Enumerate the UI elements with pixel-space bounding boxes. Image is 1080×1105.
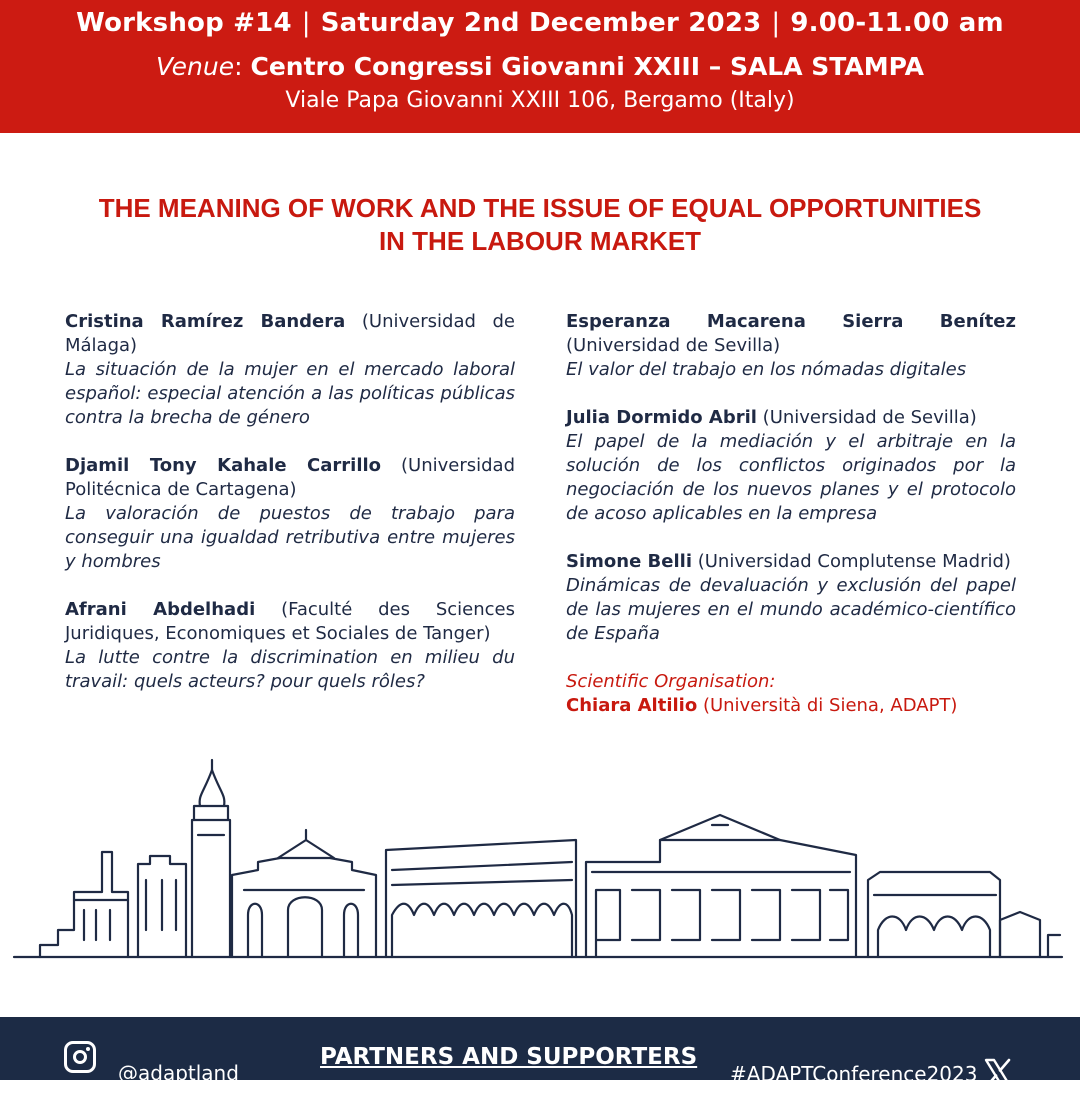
workshop-number: Workshop #14 — [76, 8, 292, 38]
speaker-name: Afrani Abdelhadi — [65, 599, 256, 620]
scientific-organisation — [566, 670, 1016, 718]
conference-hashtag: #ADAPTConference2023 — [730, 1062, 978, 1086]
organiser-name: Chiara Altilio — [566, 695, 698, 716]
venue-line — [0, 52, 1080, 81]
workshop-title-line2: IN THE LABOUR MARKET — [378, 226, 702, 256]
talk-title: La lutte contre la discrimination en milieu du travail: quels acteurs? pour quels rôles? — [65, 647, 515, 692]
speaker-name: Cristina Ramírez Bandera — [65, 311, 346, 332]
skyline-tower — [192, 820, 230, 957]
skyline-hall — [232, 858, 376, 957]
speaker-entry — [566, 310, 1016, 382]
partners-heading: PARTNERS AND SUPPORTERS — [320, 1044, 698, 1070]
venue-colon: : — [234, 52, 243, 81]
speaker-name: Esperanza Macarena Sierra Benítez — [566, 311, 1016, 332]
separator: | — [301, 8, 311, 38]
speakers-left-column — [65, 310, 515, 718]
talk-title: El valor del trabajo en los nómadas digitales — [566, 359, 967, 380]
skyline-right-building — [868, 872, 1000, 957]
speaker-entry — [566, 406, 1016, 526]
speaker-entry — [566, 550, 1016, 646]
speaker-name: Simone Belli — [566, 551, 692, 572]
footer-bar — [0, 1017, 1080, 1105]
speaker-affiliation: (Universidad Complutense Madrid) — [697, 551, 1011, 572]
speakers-right-column — [566, 310, 1016, 718]
venue-address: Viale Papa Giovanni XXIII 106, Bergamo (Italy) — [285, 88, 795, 113]
skyline-palace — [586, 815, 856, 957]
event-header — [0, 0, 1080, 133]
talk-title: Dinámicas de devaluación y exclusión del papel de las mujeres en el mundo académico-científico de España — [566, 575, 1016, 644]
website-link[interactable]: internationalconference.adapt.it — [333, 1083, 641, 1105]
x-logo-icon[interactable] — [982, 1057, 1014, 1089]
event-time: 9.00-11.00 am — [790, 8, 1004, 38]
speaker-name: Djamil Tony Kahale Carrillo — [65, 455, 382, 476]
speaker-affiliation: (Universidad de Sevilla) — [566, 335, 781, 356]
talk-title: La valoración de puestos de trabajo para conseguir una igualdad retributiva entre mujeres y hombres — [65, 503, 515, 572]
speaker-entry — [65, 598, 515, 694]
speaker-entry — [65, 454, 515, 574]
speaker-affiliation: (Universidad Politécnica de Cartagena) — [65, 455, 515, 500]
workshop-title — [40, 192, 1040, 258]
instagram-icon[interactable] — [64, 1041, 96, 1073]
instagram-handle[interactable]: @adaptland — [118, 1061, 239, 1085]
event-date: Saturday 2nd December 2023 — [320, 8, 762, 38]
organiser-affiliation: (Università di Siena, ADAPT) — [702, 695, 958, 716]
talk-title: La situación de la mujer en el mercado laboral español: especial atención a las políticas públicas contra la brecha de género — [65, 359, 515, 428]
bergamo-skyline-illustration — [0, 760, 1080, 980]
venue-name: Centro Congressi Giovanni XXIII – SALA STAMPA — [250, 52, 924, 81]
speaker-name: Julia Dormido Abril — [566, 407, 757, 428]
skyline-left-buildings — [40, 852, 128, 957]
skyline-arcade — [386, 840, 576, 957]
separator: | — [771, 8, 781, 38]
talk-title: El papel de la mediación y el arbitraje en la solución de los conflictos originados por la negociación de los nuevos planes y el protocolo de acoso aplicables en la empresa — [566, 431, 1016, 524]
speaker-affiliation: (Faculté des Sciences Juridiques, Economiques et Sociales de Tanger) — [65, 599, 515, 644]
venue-label: Venue — [156, 52, 235, 81]
event-summary-line — [0, 8, 1080, 38]
organisation-label: Scientific Organisation: — [566, 671, 776, 692]
workshop-title-line1: THE MEANING OF WORK AND THE ISSUE OF EQUAL OPPORTUNITIES — [98, 193, 982, 223]
speaker-affiliation: (Universidad de Sevilla) — [762, 407, 977, 428]
speaker-affiliation: (Universidad de Málaga) — [65, 311, 516, 356]
speaker-entry — [65, 310, 515, 430]
